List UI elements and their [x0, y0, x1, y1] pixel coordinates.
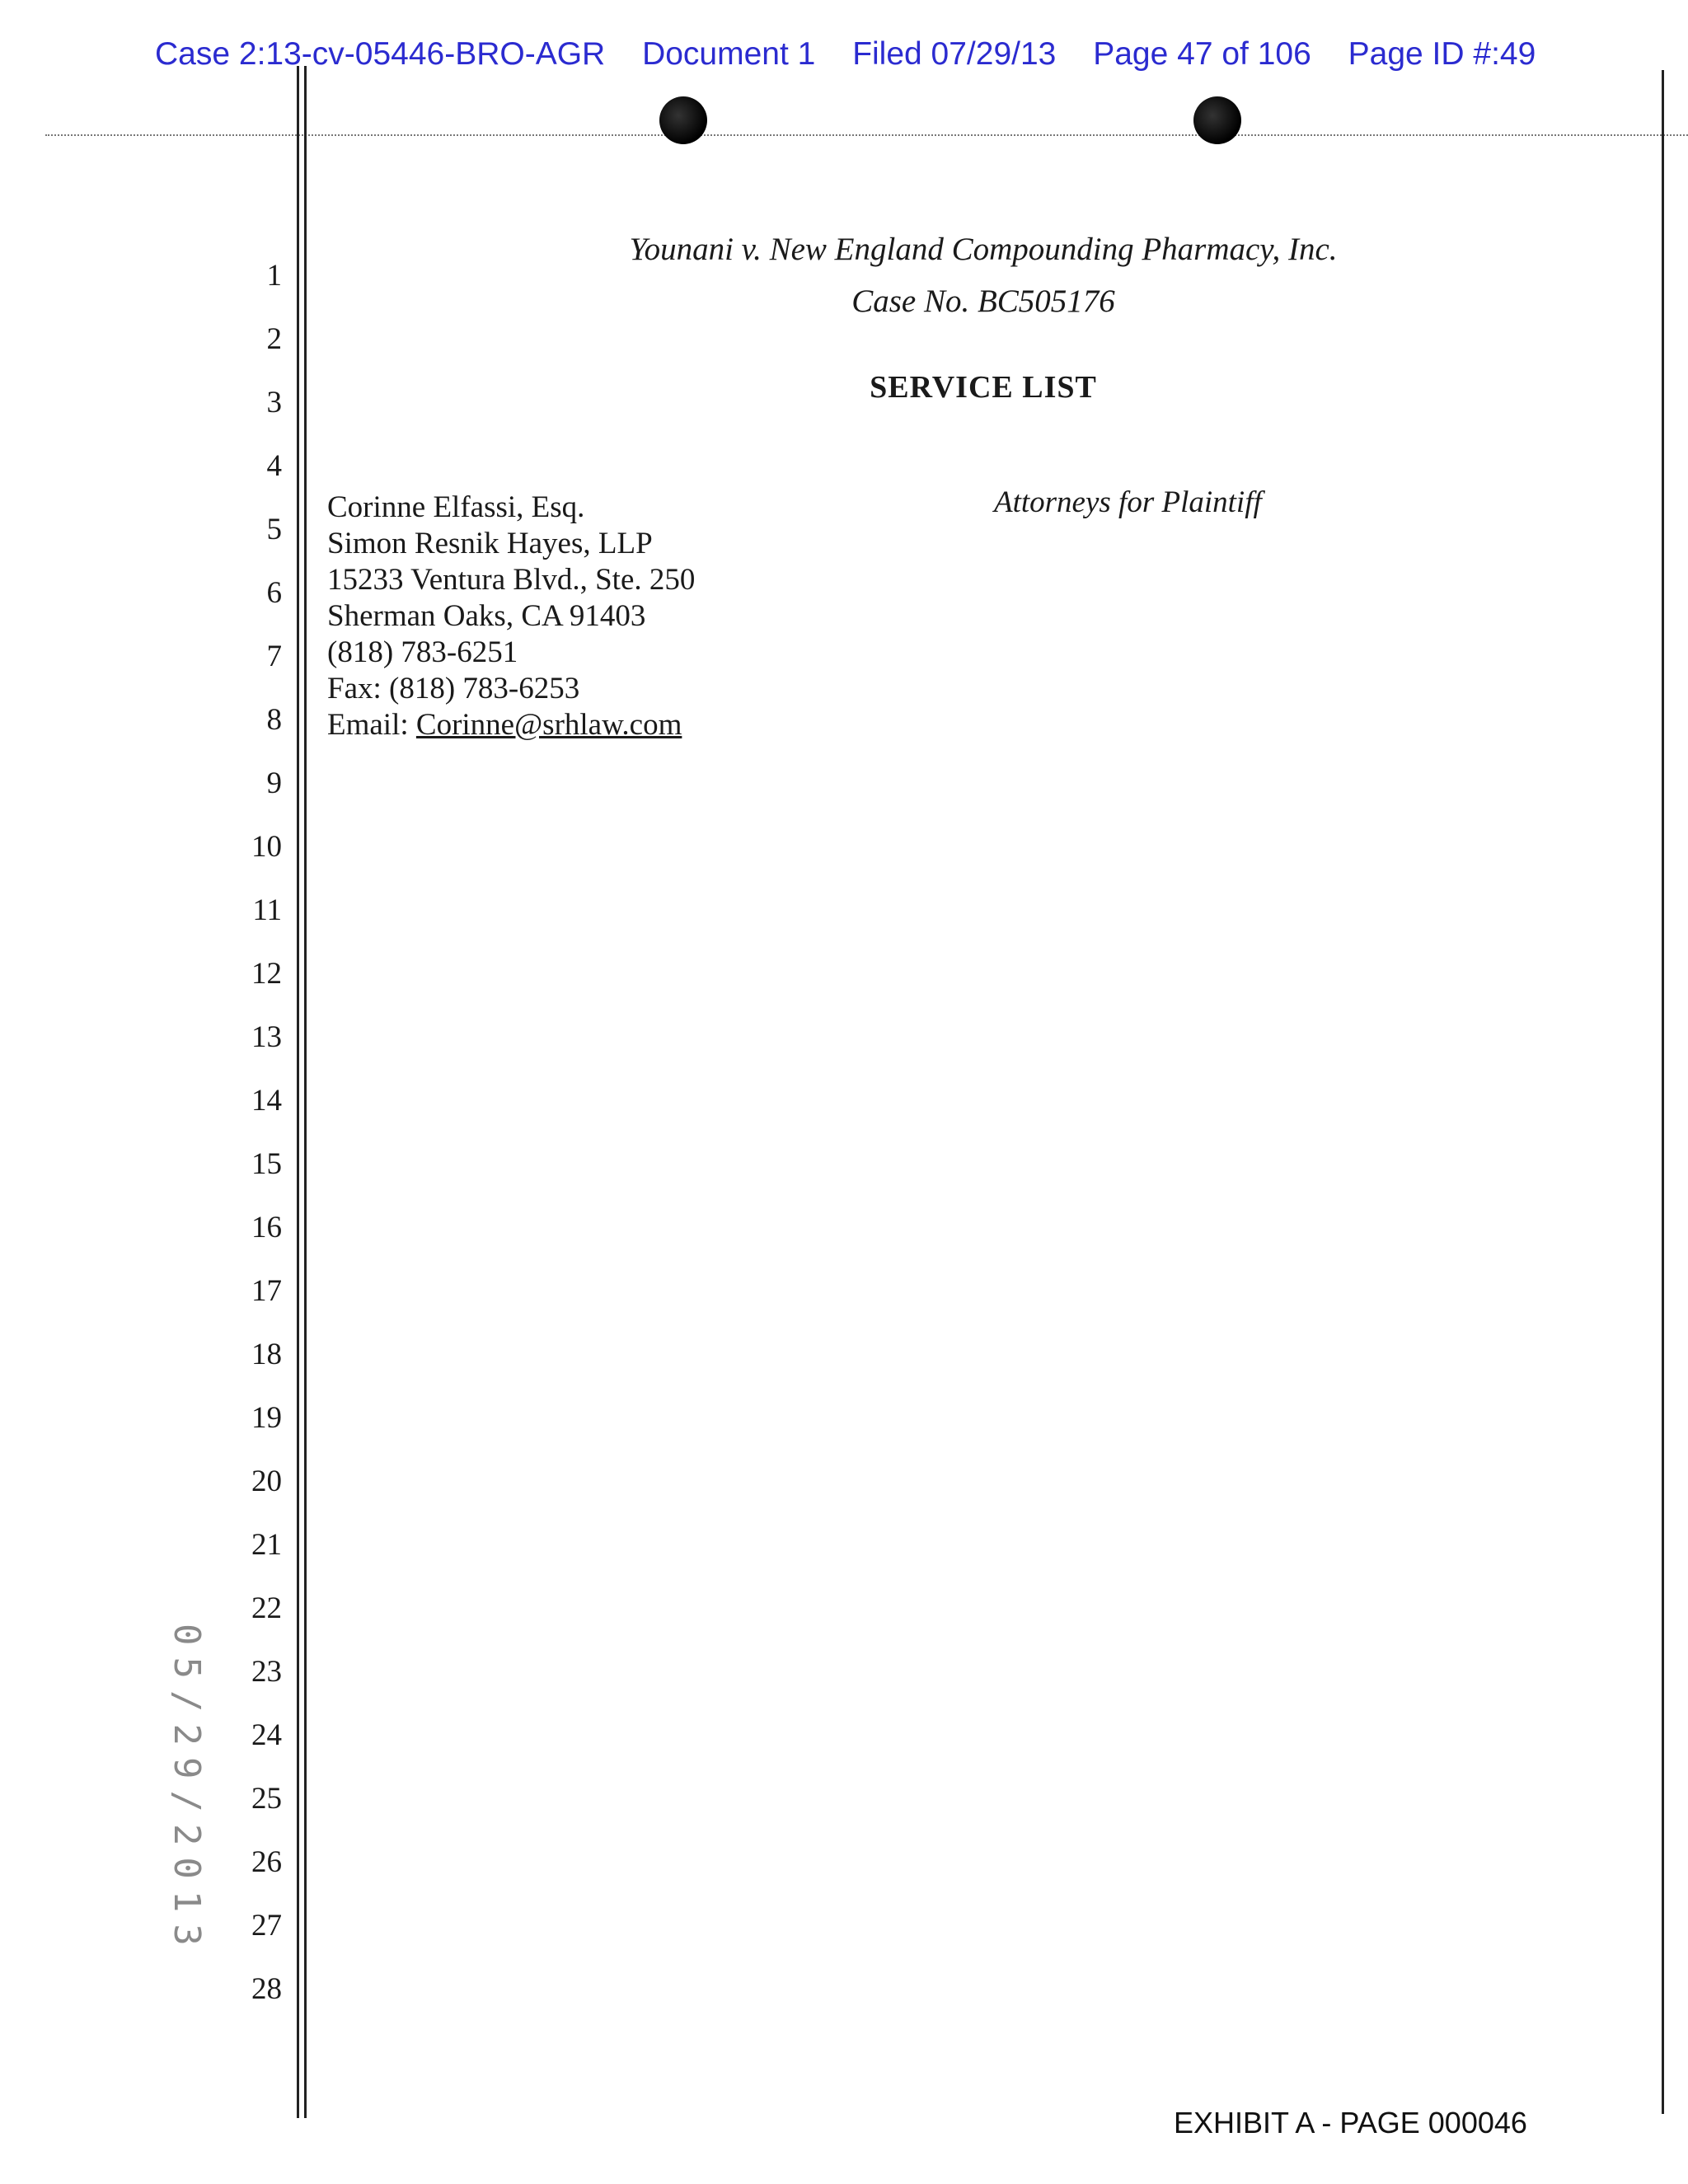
email-label: Email:	[327, 708, 416, 742]
line-number: 1	[266, 259, 282, 293]
line-number: 2	[266, 322, 282, 356]
top-divider	[45, 134, 1688, 136]
line-number: 27	[251, 1909, 282, 1943]
line-number: 28	[251, 1972, 282, 2006]
line-number: 11	[252, 893, 282, 927]
street-address: 15233 Ventura Blvd., Ste. 250	[327, 563, 696, 597]
punch-hole-left	[659, 96, 707, 144]
header-document: Document 1	[642, 36, 816, 72]
pleading-line-numbers	[214, 255, 282, 2032]
attorney-address-block	[327, 490, 695, 743]
line-number: 10	[251, 830, 282, 864]
punch-hole-right	[1193, 96, 1241, 144]
line-number: 12	[251, 957, 282, 991]
line-number: 25	[251, 1782, 282, 1816]
phone-number: (818) 783-6251	[327, 635, 518, 669]
attorney-role: Attorneys for Plaintiff	[994, 485, 1262, 519]
line-number: 15	[251, 1147, 282, 1181]
line-number: 3	[266, 386, 282, 419]
line-number: 9	[266, 766, 282, 800]
exhibit-page-footer: EXHIBIT A - PAGE 000046	[1174, 2106, 1527, 2139]
line-number: 7	[266, 640, 282, 673]
right-margin-rule	[1662, 70, 1664, 2114]
line-number: 14	[251, 1084, 282, 1118]
header-page-count: Page 47 of 106	[1093, 36, 1311, 72]
law-firm-name: Simon Resnik Hayes, LLP	[327, 527, 653, 560]
line-number: 18	[251, 1338, 282, 1371]
case-caption-title: Younani v. New England Compounding Pharmacy, Inc.	[629, 232, 1338, 267]
line-number: 24	[251, 1718, 282, 1752]
attorney-name: Corinne Elfassi, Esq.	[327, 490, 585, 524]
fax-number: Fax: (818) 783-6253	[327, 672, 580, 705]
header-filed-date: Filed 07/29/13	[852, 36, 1057, 72]
header-page-id: Page ID #:49	[1348, 36, 1536, 72]
line-number: 17	[251, 1274, 282, 1308]
left-margin-rule-outer	[297, 66, 299, 2118]
line-number: 23	[251, 1655, 282, 1689]
line-number: 21	[251, 1528, 282, 1562]
line-number: 20	[251, 1465, 282, 1498]
line-number: 16	[251, 1211, 282, 1244]
line-number: 19	[251, 1401, 282, 1435]
email-line	[327, 707, 695, 743]
line-number: 26	[251, 1845, 282, 1879]
email-link[interactable]: Corinne@srhlaw.com	[415, 708, 682, 742]
service-list-heading: SERVICE LIST	[870, 370, 1097, 405]
filing-header	[155, 36, 1536, 73]
received-date-stamp: 05/29/2013	[166, 1624, 208, 1957]
line-number: 8	[266, 703, 282, 737]
line-number: 22	[251, 1591, 282, 1625]
line-number: 4	[266, 449, 282, 483]
line-number: 5	[266, 513, 282, 546]
line-number: 6	[266, 576, 282, 610]
header-case-number: Case 2:13-cv-05446-BRO-AGR	[155, 36, 606, 72]
line-number: 13	[251, 1020, 282, 1054]
city-state-zip: Sherman Oaks, CA 91403	[327, 599, 646, 633]
case-caption-number: Case No. BC505176	[851, 284, 1115, 319]
